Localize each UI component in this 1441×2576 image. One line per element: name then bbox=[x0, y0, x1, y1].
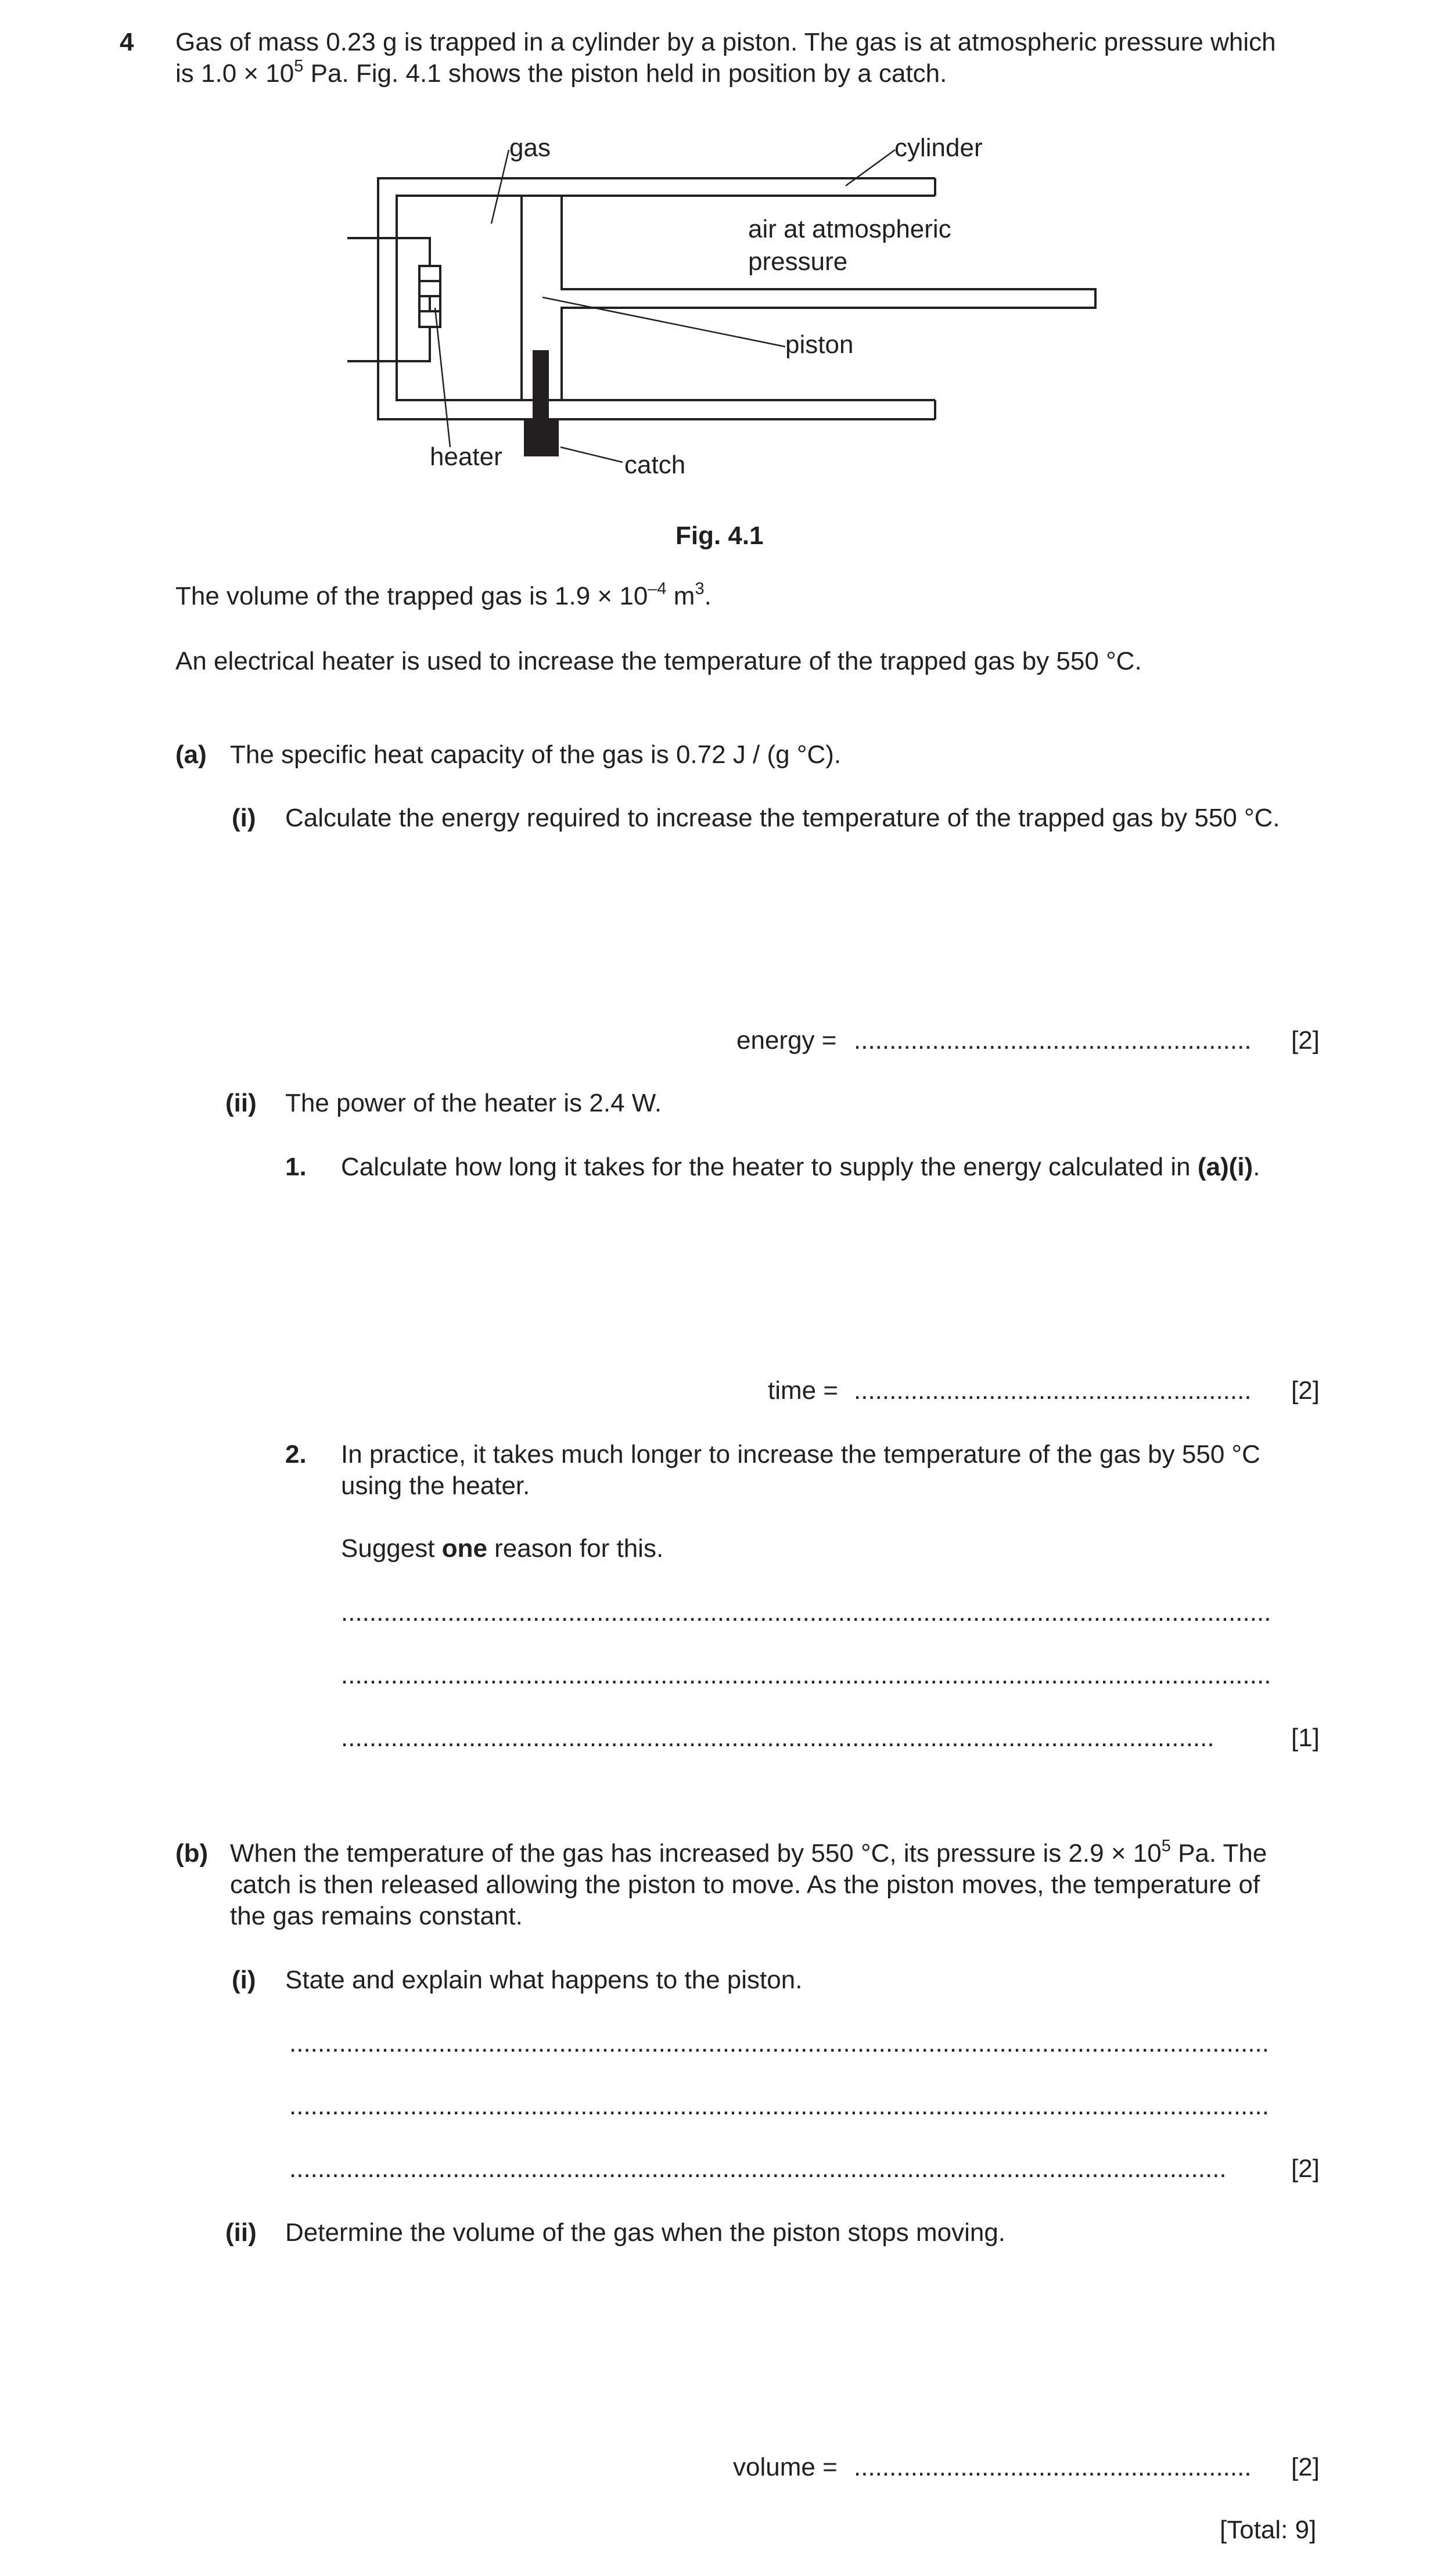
heater-wire-top bbox=[347, 238, 430, 266]
part-b-i-answer-line2[interactable]: .......................................................................................................................................... bbox=[289, 2092, 1269, 2120]
part-b-label: (b) bbox=[175, 1839, 209, 1868]
sub2-answer-line2[interactable]: ................................................................................................................................... bbox=[341, 1661, 1271, 1689]
time-answer-line[interactable]: ........................................................ bbox=[854, 1376, 1252, 1405]
gas-leader bbox=[491, 150, 509, 224]
catch-leader bbox=[560, 447, 623, 462]
figure-caption: Fig. 4.1 bbox=[675, 521, 764, 550]
sub2-answer-line3[interactable]: ........................................................................................................................... bbox=[341, 1724, 1214, 1752]
part-a-ii-text: The power of the heater is 2.4 W. bbox=[285, 1089, 662, 1117]
time-answer-label: time = bbox=[768, 1376, 839, 1405]
part-b-i-text: State and explain what happens to the piston. bbox=[285, 1966, 803, 1994]
part-b-line1: When the temperature of the gas has increased by 550 °C, its pressure is $2.9 \times 10^5$ Pa. The bbox=[230, 1837, 1267, 1868]
part-b-i-answer-line1[interactable]: .......................................................................................................................................... bbox=[289, 2029, 1269, 2057]
part-b-line2: catch is then released allowing the piston to move. As the piston moves, the temperature of bbox=[230, 1870, 1260, 1899]
part-a-ii-label: (ii) bbox=[225, 1089, 257, 1117]
label-catch: catch bbox=[624, 451, 686, 479]
sub2-text-line1: In practice, it takes much longer to increase the temperature of the gas by 550 °C bbox=[341, 1440, 1260, 1469]
part-b-ii-marks: [2] bbox=[1291, 2453, 1320, 2481]
heater-leader bbox=[435, 308, 450, 447]
sub2-answer-line1[interactable]: ................................................................................................................................... bbox=[341, 1598, 1271, 1627]
volume-answer-line[interactable]: ........................................................ bbox=[854, 2453, 1252, 2481]
energy-answer-label: energy = bbox=[736, 1026, 837, 1055]
part-b-ii-label: (ii) bbox=[225, 2218, 257, 2247]
figure-cylinder-piston-diagram bbox=[0, 0, 1441, 523]
question-intro-line2: is $1.0 \times 10^5$ Pa. Fig. 4.1 shows the piston held in position by a catch. bbox=[175, 57, 947, 88]
energy-answer-line[interactable]: ........................................................ bbox=[854, 1026, 1252, 1055]
piston-leader bbox=[542, 297, 785, 347]
part-b-i-label: (i) bbox=[232, 1966, 256, 1994]
part-b-line3: the gas remains constant. bbox=[230, 1902, 523, 1930]
heater-wire-bottom bbox=[347, 327, 430, 361]
part-a-i-marks: [2] bbox=[1291, 1026, 1320, 1055]
label-heater: heater bbox=[430, 442, 502, 471]
sub1-marks: [2] bbox=[1291, 1376, 1320, 1405]
stem-heater-sentence: An electrical heater is used to increase the temperature of the trapped gas by 550 °C. bbox=[175, 647, 1142, 675]
part-a-label: (a) bbox=[175, 740, 207, 769]
sub2-marks: [1] bbox=[1291, 1724, 1320, 1752]
label-cylinder: cylinder bbox=[894, 134, 983, 162]
cylinder-leader bbox=[846, 150, 895, 186]
volume-answer-label: volume = bbox=[733, 2453, 838, 2481]
sub2-label: 2. bbox=[285, 1440, 307, 1469]
part-a-text: The specific heat capacity of the gas is 0.72 J / (g °C). bbox=[230, 740, 842, 769]
label-air-line2: pressure bbox=[748, 247, 848, 276]
part-b-i-marks: [2] bbox=[1291, 2154, 1320, 2183]
label-air-line1: air at atmospheric bbox=[748, 215, 951, 243]
sub1-label: 1. bbox=[285, 1153, 307, 1181]
sub2-text-line2: using the heater. bbox=[341, 1472, 530, 1500]
sub1-text: Calculate how long it takes for the heater to supply the energy calculated in (a)(i). bbox=[341, 1153, 1260, 1181]
label-piston: piston bbox=[785, 330, 854, 359]
catch-rod bbox=[533, 350, 549, 423]
part-b-ii-text: Determine the volume of the gas when the piston stops moving. bbox=[285, 2218, 1006, 2247]
sub2-suggest: Suggest one reason for this. bbox=[341, 1534, 664, 1563]
part-a-i-label: (i) bbox=[232, 804, 256, 832]
part-a-i-text: Calculate the energy required to increase the temperature of the trapped gas by 550 °C. bbox=[285, 804, 1280, 832]
total-marks: [Total: 9] bbox=[1220, 2516, 1317, 2544]
catch-block bbox=[524, 419, 559, 456]
question-intro-line1: Gas of mass 0.23 g is trapped in a cylinder by a piston. The gas is at atmospheric pressure which bbox=[175, 28, 1276, 56]
part-b-i-answer-line3[interactable]: .................................................................................................................................... bbox=[289, 2154, 1227, 2183]
stem-volume: The volume of the trapped gas is $1.9 \times 10^{-4}$ $m^3$. bbox=[175, 580, 711, 610]
question-number: 4 bbox=[120, 28, 134, 56]
label-gas: gas bbox=[509, 134, 551, 162]
